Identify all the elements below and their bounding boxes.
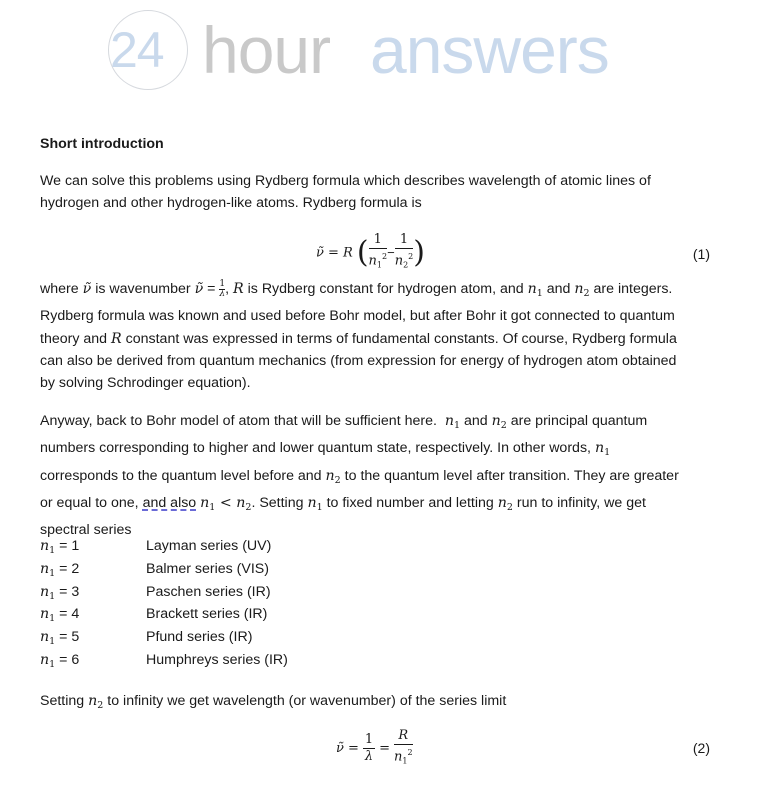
site-logo	[108, 8, 628, 98]
equation-1: ν̃ = R ( $\frac{1}{n_1^2}$ − $\frac{1}{n_2^2}$ )	[316, 232, 425, 273]
intro-line-1: We can solve this problems using Rydberg formula which describes wavelength of atomic lines of	[40, 173, 651, 189]
logo-24-text: 24	[110, 22, 164, 78]
spectral-series-list	[40, 538, 440, 675]
where-line-2: Rydberg formula was known and used before Bohr model, but after Bohr it got connected to quantum	[40, 308, 675, 325]
series-row: $n_1 = 2$ Balmer series (VIS)	[40, 560, 269, 579]
intro-line-2: hydrogen and other hydrogen-like atoms. Rydberg formula is	[40, 195, 422, 212]
series-row: $n_1 = 1$ Layman series (UV)	[40, 538, 272, 556]
equation-2: ν̃ = $\frac{1}{\lambda}$ = $\frac{R}{n_1^2}$	[336, 728, 413, 766]
series-row: $n_1 = 5$ Pfund series (IR)	[40, 629, 253, 648]
where-line-5: by solving Schrodinger equation).	[40, 375, 251, 392]
bohr-line-5: spectral series	[40, 522, 132, 539]
logo-hour-text: hour	[202, 13, 331, 87]
series-row: $n_1 = 4$ Brackett series (IR)	[40, 606, 268, 625]
where-paragraph: where ν̃ is wavenumber ν̃ = $\frac{1}{\lambda}$, R is Rydberg constant for hydrogen atom, and $n_1$ and $n_2$ are integers. Rydberg formula was known and used before Bohr model, but after Bohr it got connected to quantum theory and R constant was expressed in terms of fundamental constants. Of course, Rydberg formula can also be derived from quantum mechanics (from expression for energy of hydrogen atom obtained by solving Schrodinger equation).	[40, 278, 730, 394]
bohr-paragraph: Anyway, back to Bohr model of atom that will be sufficient here. $n_1$ and $n_2$ are principal quantum numbers corresponding to higher and lower quantum state, respectively. In other words, $n_1$ corresponds to the quantum level before and $n_2$ to the quantum level after transition. They are greater or equal to one, and also $n_1 < n_2$. Setting $n_1$ to fixed number and letting $n_2$ run to infinity, we get spectral series	[40, 410, 730, 541]
eq1-lhs: ν̃ = R	[316, 245, 353, 261]
series-row: $n_1 = 6$ Humphreys series (IR)	[40, 651, 288, 670]
grammar-flag[interactable]: and also	[142, 494, 197, 511]
eq1-frac-a: $\frac{1}{n_1^2}$	[368, 232, 388, 270]
intro-paragraph	[40, 170, 730, 215]
series-row: $n_1 = 3$ Paschen series (IR)	[40, 583, 271, 602]
eq2-number: (2)	[692, 740, 710, 756]
eq1-number: (1)	[692, 246, 710, 262]
limit-paragraph: Setting $n_2$ to infinity we get wavelength (or wavenumber) of the series limit	[40, 693, 507, 711]
section-heading: Short introduction	[40, 136, 164, 152]
logo-answers-text: answers	[370, 13, 609, 87]
where-line-4: can also be derived from quantum mechanics (from expression for energy of hydrogen atom obtained	[40, 352, 677, 369]
eq1-frac-b: $\frac{1}{n_2^2}$	[394, 232, 414, 270]
